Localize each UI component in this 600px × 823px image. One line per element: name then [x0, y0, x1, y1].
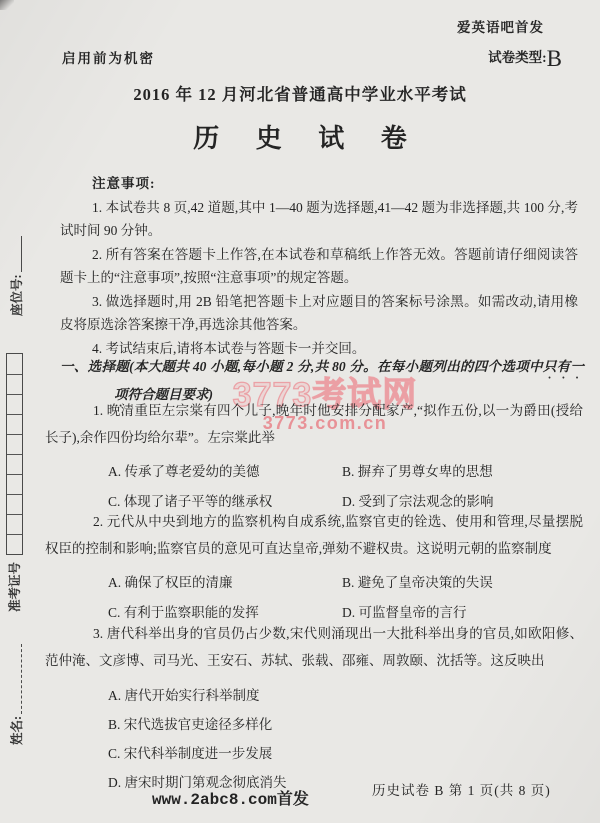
option-item: D. 受到了宗法观念的影响 [342, 494, 494, 509]
option-row [108, 566, 583, 596]
notice-item: 2. 所有答案在答题卡上作答,在本试卷和草稿纸上作答无效。答题前请仔细阅读答题卡上的“注意事项”,按照“注意事项”的规定答题。 [60, 246, 578, 285]
option-item: D. 可监督皇帝的言行 [342, 605, 467, 620]
page-indicator: 历史试卷 B 第 1 页(共 8 页) [372, 783, 551, 798]
scan-smudge [0, 0, 14, 10]
page-title: 历 史 试 卷 [193, 124, 422, 153]
section-heading-text: 一、选择题(本大题共 40 小题,每小题 2 分,共 80 分。在每小题列出的四个选项中 [60, 359, 543, 374]
option-item: C. 有利于监察职能的发挥 [108, 605, 259, 620]
paper-type-label: 试卷类型: [488, 50, 547, 65]
option-row [108, 737, 583, 766]
paper-type-value: B [546, 46, 562, 71]
question-3 [45, 620, 583, 795]
admission-number-grid [6, 353, 23, 555]
option-row [108, 455, 583, 485]
admission-number-field [3, 353, 25, 612]
notice-item: 4. 考试结束后,请将本试卷与答题卡一并交回。 [92, 340, 366, 356]
section-heading-text: 符合题目要求) [127, 387, 213, 402]
section-heading-emphasis: 只有一项 [114, 359, 585, 402]
name-blank [10, 644, 22, 714]
option-item: A. 传承了尊老爱幼的美德 [108, 464, 260, 479]
notice-item: 1. 本试卷共 8 页,42 道题,其中 1—40 题为选择题,41—42 题为非选择题,共 100 分,考试时间 90 分钟。 [60, 199, 578, 238]
confidentiality-note: 启用前为机密 [62, 51, 155, 66]
paper-type [488, 46, 562, 72]
name-field [5, 644, 27, 745]
option-item: C. 宋代科举制度进一步发展 [108, 745, 273, 761]
seat-number-field [5, 236, 27, 316]
question-stem: 1. 晚清重臣左宗棠有四个儿子,晚年时他安排分配家产,“拟作五份,以一为爵田(授给长子),余作四份均给尔辈”。左宗棠此举 [45, 403, 583, 445]
exam-session-title: 2016 年 12 月河北省普通高中学业水平考试 [133, 85, 467, 104]
watermark-title: 3773考试网 [232, 376, 418, 414]
seat-number-label: 座位号: [10, 274, 24, 316]
notice-item: 3. 做选择题时,用 2B 铅笔把答题卡上对应题目的答案标号涂黑。如需改动,请用橡皮将原选涂答案擦干净,再选涂其他答案。 [60, 293, 578, 332]
notices-title: 注意事项: [92, 176, 156, 191]
seat-number-blank [10, 236, 22, 272]
notices-block [60, 172, 578, 360]
admission-number-label: 准考证号 [8, 561, 22, 612]
question-stem: 2. 元代从中央到地方的监察机构自成系统,监察官吏的铨选、使用和管理,尽量摆脱权臣的控制和影响;监察官员的意见可直达皇帝,弹劾不避权贵。这说明元朝的监察制度 [45, 514, 583, 556]
option-row [108, 679, 583, 708]
option-item: A. 确保了权臣的清廉 [108, 575, 233, 590]
option-item: C. 体现了诸子平等的继承权 [108, 494, 273, 509]
site-note: www.2abc8.com首发 [152, 791, 309, 809]
publisher-note: 爱英语吧首发 [457, 20, 544, 35]
option-item: B. 摒弃了男尊女卑的思想 [342, 464, 493, 479]
option-item: A. 唐代开始实行科举制度 [108, 687, 260, 703]
question-2 [45, 508, 583, 626]
question-stem: 3. 唐代科举出身的官员仍占少数,宋代则涌现出一大批科举出身的官员,如欧阳修、范仲淹、文彦博、司马光、王安石、苏轼、张载、邵雍、周敦颐、沈括等。这反映出 [45, 626, 583, 668]
watermark-url: 3773.com.cn [262, 413, 388, 433]
option-item: B. 宋代选拔官吏途径多样化 [108, 716, 273, 732]
name-label: 姓名: [10, 715, 24, 745]
option-row [108, 708, 583, 737]
option-item: B. 避免了皇帝决策的失误 [342, 575, 493, 590]
option-item: D. 唐宋时期门第观念彻底消失 [108, 774, 287, 790]
question-1 [45, 397, 583, 515]
